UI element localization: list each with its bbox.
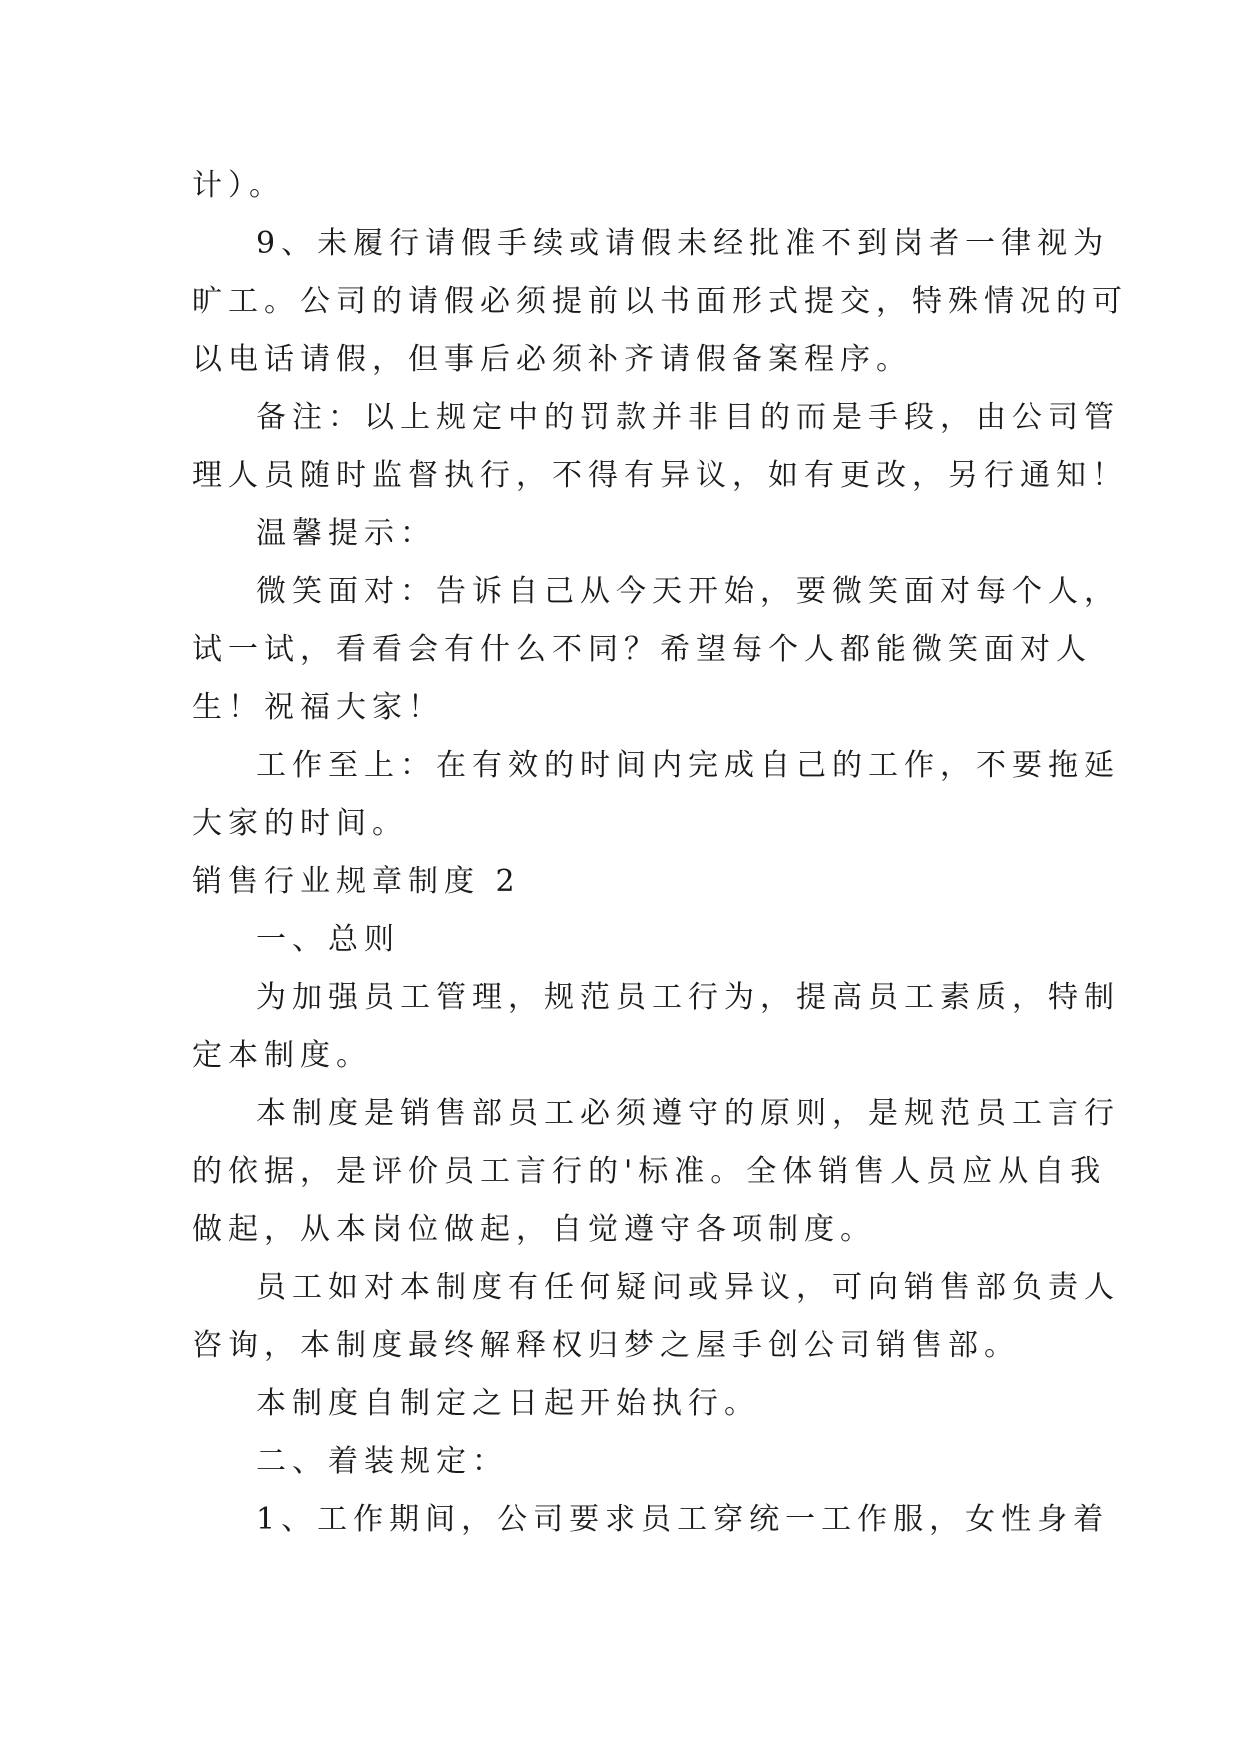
text-line: 生！祝福大家！ <box>192 690 444 725</box>
text-line: 做起，从本岗位做起，自觉遵守各项制度。 <box>192 1212 876 1247</box>
text-line: 咨询，本制度最终解释权归梦之屋手创公司销售部。 <box>192 1328 1020 1363</box>
text-line: 本制度是销售部员工必须遵守的原则，是规范员工言行 <box>256 1096 1120 1131</box>
text-line: 以电话请假，但事后必须补齐请假备案程序。 <box>192 342 912 377</box>
text-line: 一、总则 <box>256 922 400 957</box>
text-line: 大家的时间。 <box>192 806 408 841</box>
text-line: 9、未履行请假手续或请假未经批准不到岗者一律视为 <box>256 226 1110 261</box>
text-line: 定本制度。 <box>192 1038 372 1073</box>
text-line: 试一试，看看会有什么不同？希望每个人都能微笑面对人 <box>192 632 1092 667</box>
text-line: 的依据，是评价员工言行的'标准。全体销售人员应从自我 <box>192 1154 1107 1189</box>
text-line: 员工如对本制度有任何疑问或异议，可向销售部负责人 <box>256 1270 1120 1305</box>
text-line: 1、工作期间，公司要求员工穿统一工作服，女性身着 <box>256 1502 1110 1537</box>
text-line: 工作至上：在有效的时间内完成自己的工作，不要拖延 <box>256 748 1120 783</box>
text-line: 备注：以上规定中的罚款并非目的而是手段，由公司管 <box>256 400 1120 435</box>
text-line: 理人员随时监督执行，不得有异议，如有更改，另行通知！ <box>192 458 1128 493</box>
text-line: 计）。 <box>192 168 285 203</box>
section-heading: 销售行业规章制度 2 <box>192 864 521 899</box>
text-line: 温馨提示： <box>256 516 436 551</box>
text-line: 微笑面对：告诉自己从今天开始，要微笑面对每个人， <box>256 574 1120 609</box>
text-line: 旷工。公司的请假必须提前以书面形式提交，特殊情况的可 <box>192 284 1128 319</box>
text-line: 二、着装规定： <box>256 1444 508 1479</box>
text-line: 本制度自制定之日起开始执行。 <box>256 1386 760 1421</box>
text-line: 为加强员工管理，规范员工行为，提高员工素质，特制 <box>256 980 1120 1015</box>
